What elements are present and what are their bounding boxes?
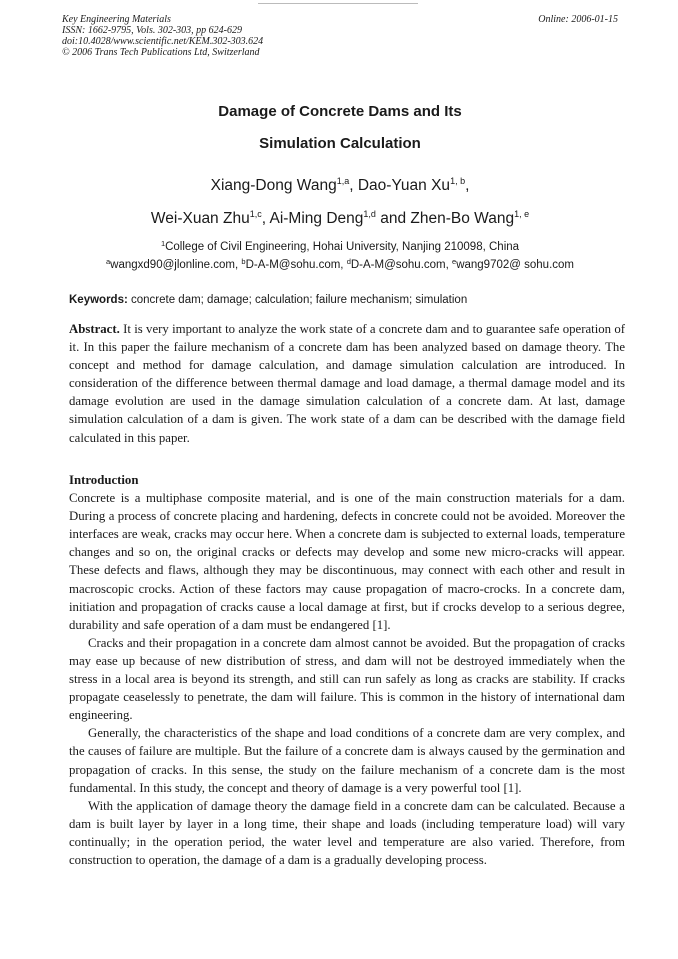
author-name: Dao-Yuan Xu xyxy=(357,177,451,194)
author-name: Xiang-Dong Wang xyxy=(210,177,337,194)
introduction-section xyxy=(69,471,625,869)
copyright-line: © 2006 Trans Tech Publications Ltd, Switzerland xyxy=(62,47,260,58)
author-emails: $^a$wangxd90@jlonline.com, $^b$D-A-M@sohu.com, $^d$D-A-M@sohu.com, $^e$wang9702@ sohu.com xyxy=(106,257,574,271)
email-link[interactable]: wangxd90@jlonline.com, xyxy=(110,259,242,271)
keywords-text: concrete dam; damage; calculation; failure mechanism; simulation xyxy=(127,294,468,306)
paragraph: Cracks and their propagation in a concrete dam almost cannot be avoided. But the propagation of cracks may ease up because of new distribution of stress, and dam will not be destroyed immediately when the stress in a local area is beyond its strength, and still can run safely as long as cracks are stability. If cracks propagate ceaselessly to penetrate, the dam will failure. This is common in the history of international dam engineering. xyxy=(69,635,625,723)
paragraph: Generally, the characteristics of the shape and load conditions of a concrete dam are very complex, and the causes of failure are multiple. But the failure of a concrete dam is always caused by the germination and propagation of cracks. In this sense, the study on the failure mechanism of a concrete dam is the most fundamental. In this study, the concept and theory of damage is a very powerful tool [1]. xyxy=(69,726,625,795)
author-affil-mark: 1,a xyxy=(336,176,350,186)
doi-line: doi:10.4028/www.scientific.net/KEM.302-303.624 xyxy=(62,36,264,47)
abstract-label: Abstract. xyxy=(69,322,120,336)
keywords-label: Keywords: xyxy=(69,294,128,306)
issn-line: ISSN: 1662-9795, Vols. 302-303, pp 624-629 xyxy=(62,25,242,36)
paragraph: Concrete is a multiphase composite material, and is one of the main construction materials for a dam. During a process of concrete placing and hardening, defects in concrete could not be avoided. Moreover the interfaces are weak, cracks may occur here. When a concrete dam is subjected to external loads, temperature changes and so on, the original cracks or defects may develop and some new micro-cracks will appear. These defects and flaws, although they may be discontinuous, may connect with each other and result in macroscopic crocks. Action of these factors may cause propagation of macro-crocks. In a concrete dam, initiation and propagation of cracks cause a local damage at first, but if crocks develop to a serious degree, durability and safe operation of a dam must be endangered [1]. xyxy=(69,491,625,632)
journal-name: Key Engineering Materials xyxy=(62,14,171,25)
abstract xyxy=(69,320,625,447)
author-affil-mark: 1,d xyxy=(363,209,376,219)
paper-title-line-1: Damage of Concrete Dams and Its xyxy=(218,103,462,120)
online-date: Online: 2006-01-15 xyxy=(538,14,618,25)
affiliation: $^1$College of Civil Engineering, Hohai University, Nanjing 210098, China xyxy=(160,239,520,253)
journal-header xyxy=(62,14,618,58)
author-affil-mark: 1,c xyxy=(249,209,262,219)
email-link[interactable]: D-A-M@sohu.com, xyxy=(245,259,347,271)
top-rule xyxy=(258,3,418,4)
abstract-text: It is very important to analyze the work state of a concrete dam and to guarantee safe operation of it. In this paper the failure mechanism of a concrete dam has been analyzed based on damage theory. The concept and method for damage calculation, and damage simulation calculation are introduced. In consideration of the difference between thermal damage and load damage, a thermal damage model and its damage evolution are used in the damage simulation calculation of a concrete dam. At last, damage simulation calculation of a dam is given. The work state of a dam can be described with the damage field calculated in this paper. xyxy=(69,322,625,445)
paper-title-line-2: Simulation Calculation xyxy=(259,135,421,152)
author-affil-mark: 1, b xyxy=(450,176,466,186)
email-link[interactable]: wang9702@ sohu.com xyxy=(456,259,574,271)
author-name: Wei-Xuan Zhu xyxy=(150,210,250,227)
author-name: Zhen-Bo Wang xyxy=(410,210,515,227)
authors-line-2: Wei-Xuan Zhu$^{1,c}$, Ai-Ming Deng$^{1,d}$ and Zhen-Bo Wang$^{1, e}$ xyxy=(150,209,530,227)
keywords xyxy=(69,294,625,306)
author-affil-mark: 1, e xyxy=(514,209,530,219)
section-heading: Introduction xyxy=(69,473,139,487)
author-name: Ai-Ming Deng xyxy=(269,210,364,227)
authors-line-1: Xiang-Dong Wang$^{1,a}$, Dao-Yuan Xu$^{1, b}$, xyxy=(210,176,470,194)
paragraph: With the application of damage theory the damage field in a concrete dam can be calculated. Because a dam is built layer by layer in a long time, their shape and loads (including temperature load) will vary continually; in the operation period, the water level and temperature are also varied. Therefore, from construction to operation, the damage of a dam is a gradually developing process. xyxy=(69,798,625,867)
email-link[interactable]: D-A-M@sohu.com, xyxy=(350,259,453,271)
